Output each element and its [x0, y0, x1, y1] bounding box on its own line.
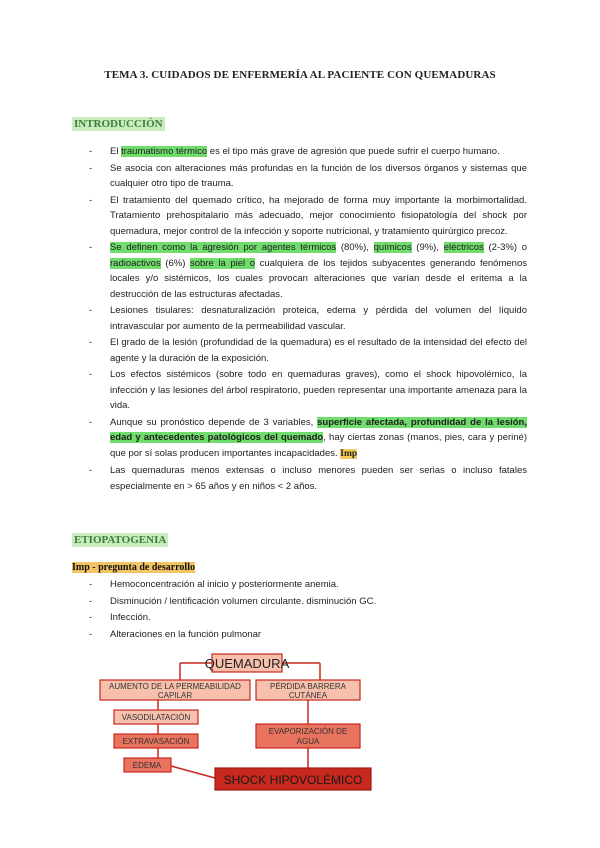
list-item: - Alteraciones en la función pulmonar [72, 627, 527, 643]
permeabilidad-label-2: CAPILAR [157, 691, 193, 700]
list-item: - Disminución / lentificación volumen circulante. disminución GC. [72, 594, 527, 610]
list-item: - El tratamiento del quemado crítico, ha mejorado de forma muy importante la morbimortalidad. Tratamiento prehospitalario más adecuado, mejor conocimiento fisiopatología del shock por quemadura, mejor control de la infección y soporte nutricional, y tratamiento quirúrgico precoz. [72, 193, 527, 240]
list-item: - Aunque su pronóstico depende de 3 variables, superficie afectada, profundidad de la lesión, edad y antecedentes patológicos del quemado, hay ciertas zonas (manos, pies, cara y periné) que por sí solas producen importantes incapacidades. Imp [72, 415, 527, 463]
barrera-label-1: PÉRDIDA BARRERA [269, 682, 347, 691]
list-item: - Se definen como la agresión por agentes térmicos (80%), químicos (9%), eléctricos (2-3%) o radioactivos (6%) sobre la piel o cualquiera de los tejidos subyacentes generando fenómenos locales y/o sistémicos, los cuales provocan alteraciones que varían desde el eritema a la destrucción de las estructuras afectadas. [72, 240, 527, 302]
list-item: - El grado de la lesión (profundidad de la quemadura) es el resultado de la intensidad del efecto del agente y la duración de la exposición. [72, 335, 527, 366]
list-item: - Infección. [72, 610, 527, 626]
section-heading-etiopatogenia: ETIOPATOGENIA [74, 534, 167, 546]
permeabilidad-label-1: AUMENTO DE LA PERMEABILIDAD [109, 682, 241, 691]
imp-tag: Imp [340, 448, 358, 459]
list-item: - El traumatismo térmico es el tipo más grave de agresión que puede sufrir el cuerpo humano. [72, 144, 527, 160]
list-item: - Las quemaduras menos extensas o incluso menores pueden ser serias o incluso fatales especialmente en > 65 años y en niños < 2 años. [72, 463, 527, 494]
subheading-imp: Imp - pregunta de desarrollo [72, 562, 195, 573]
document-title: TEMA 3. CUIDADOS DE ENFERMERÍA AL PACIENTE CON QUEMADURAS [104, 69, 496, 81]
list-item: - Se asocia con alteraciones más profundas en la función de los diversos órganos y sistemas que cualquier otro tipo de trauma. [72, 161, 527, 192]
vasodilatacion-label: VASODILATACIÓN [121, 713, 191, 722]
list-item: - Lesiones tisulares: desnaturalización proteica, edema y pérdida del volumen del líquido intravascular por aumento de la permeabilidad vascular. [72, 303, 527, 334]
evaporizacion-label-2: AGUA [296, 737, 320, 746]
section-heading-introduccion: INTRODUCCIÓN [74, 118, 163, 130]
edema-label: EDEMA [132, 761, 162, 770]
evaporizacion-label-1: EVAPORIZACIÓN DE [268, 727, 348, 736]
barrera-label-2: CUTÁNEA [288, 691, 328, 700]
shock-label: SHOCK HIPOVOLÉMICO [223, 773, 363, 787]
quemadura-label: QUEMADURA [204, 656, 290, 671]
list-item: - Hemoconcentración al inicio y posteriormente anemia. [72, 577, 527, 593]
list-item: - Los efectos sistémicos (sobre todo en quemaduras graves), como el shock hipovolémico, la infección y las lesiones del árbol respiratorio, pueden representar una importante amenaza para la vida. [72, 367, 527, 414]
extravasacion-label: EXTRAVASACIÓN [122, 737, 190, 746]
